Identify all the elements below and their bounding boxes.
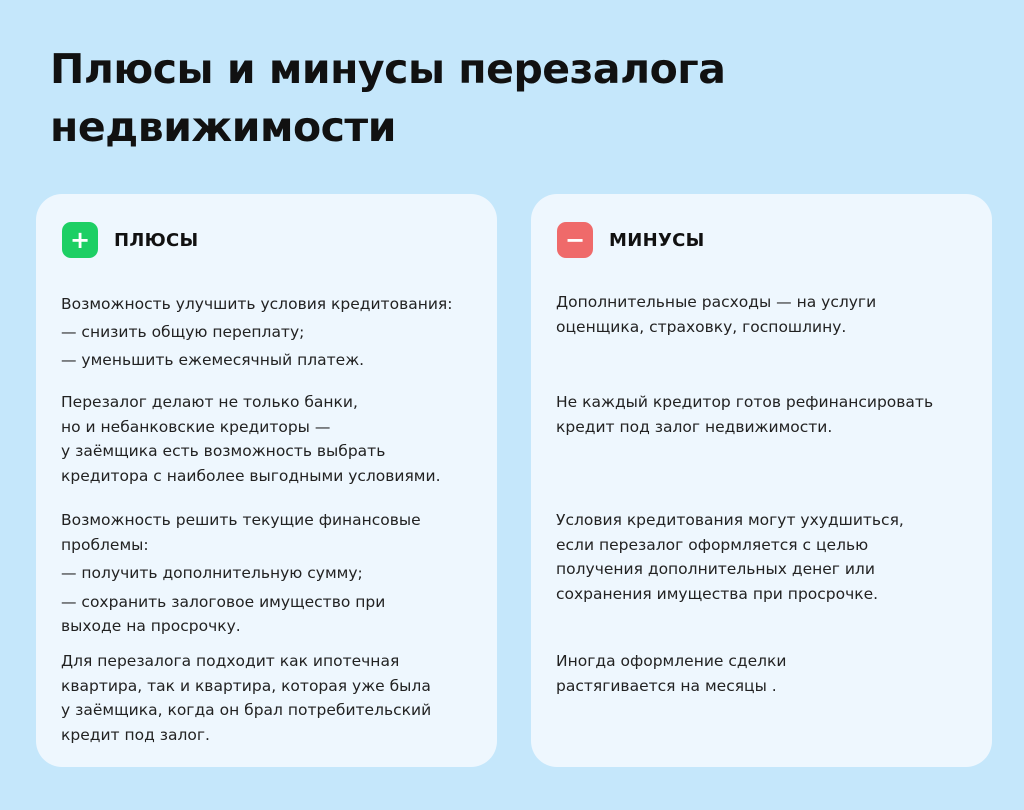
text-line: — получить дополнительную сумму;: [61, 564, 363, 582]
text-line: но и небанковские кредиторы —: [61, 417, 331, 436]
cons-item-1: [556, 290, 976, 339]
pros-item-3: [61, 508, 481, 639]
text-line: у заёмщика есть возможность выбрать: [61, 442, 386, 460]
text-line: Возможность улучшить условия кредитования:: [61, 295, 453, 313]
text-line: — уменьшить ежемесячный платеж.: [61, 351, 365, 369]
cons-card: [531, 194, 992, 767]
text-line: Возможность решить текущие финансовые: [61, 511, 421, 529]
text-line: кредит под залог.: [61, 725, 210, 744]
text-line: Иногда оформление сделки: [556, 652, 787, 670]
cons-item-3: [556, 508, 976, 606]
text-line: получения дополнительных денег или: [556, 560, 875, 578]
title-line-1: Плюсы и минусы перезалога: [50, 45, 726, 93]
text-line: Не каждый кредитор готов рефинансировать: [556, 393, 934, 411]
text-line: проблемы:: [61, 535, 149, 554]
title-line-2: недвижимости: [50, 103, 396, 151]
text-line: сохранения имущества при просрочке.: [556, 584, 879, 603]
text-line: — сохранить залоговое имущество при: [61, 592, 386, 611]
pros-heading: ПЛЮСЫ: [114, 229, 199, 251]
text-line: у заёмщика, когда он брал потребительский: [61, 701, 432, 719]
text-line: оценщика, страховку, госпошлину.: [556, 317, 847, 336]
pros-card: [36, 194, 497, 767]
text-line: если перезалог оформляется с целью: [556, 535, 869, 554]
text-line: Для перезалога подходит как ипотечная: [61, 652, 400, 670]
pros-item-2: [61, 390, 481, 488]
cons-item-2: [556, 390, 976, 439]
text-line: растягивается на месяцы .: [556, 676, 777, 695]
text-line: квартира, так и квартира, которая уже была: [61, 676, 431, 695]
text-line: кредитора с наиболее выгодными условиями.: [61, 466, 441, 485]
cons-header: [557, 222, 705, 258]
pros-item-1: [61, 290, 481, 374]
text-line: Перезалог делают не только банки,: [61, 393, 358, 411]
cons-heading: МИНУСЫ: [609, 229, 705, 251]
text-line: кредит под залог недвижимости.: [556, 417, 833, 436]
page-title: [50, 40, 810, 156]
text-line: — снизить общую переплату;: [61, 323, 305, 341]
cons-item-4: [556, 649, 976, 698]
text-line: Условия кредитования могут ухудшиться,: [556, 511, 904, 529]
text-line: выходе на просрочку.: [61, 617, 241, 635]
pros-item-4: [61, 649, 481, 747]
minus-icon: −: [557, 222, 593, 258]
text-line: Дополнительные расходы — на услуги: [556, 293, 877, 311]
pros-header: [62, 222, 199, 258]
plus-icon: +: [62, 222, 98, 258]
